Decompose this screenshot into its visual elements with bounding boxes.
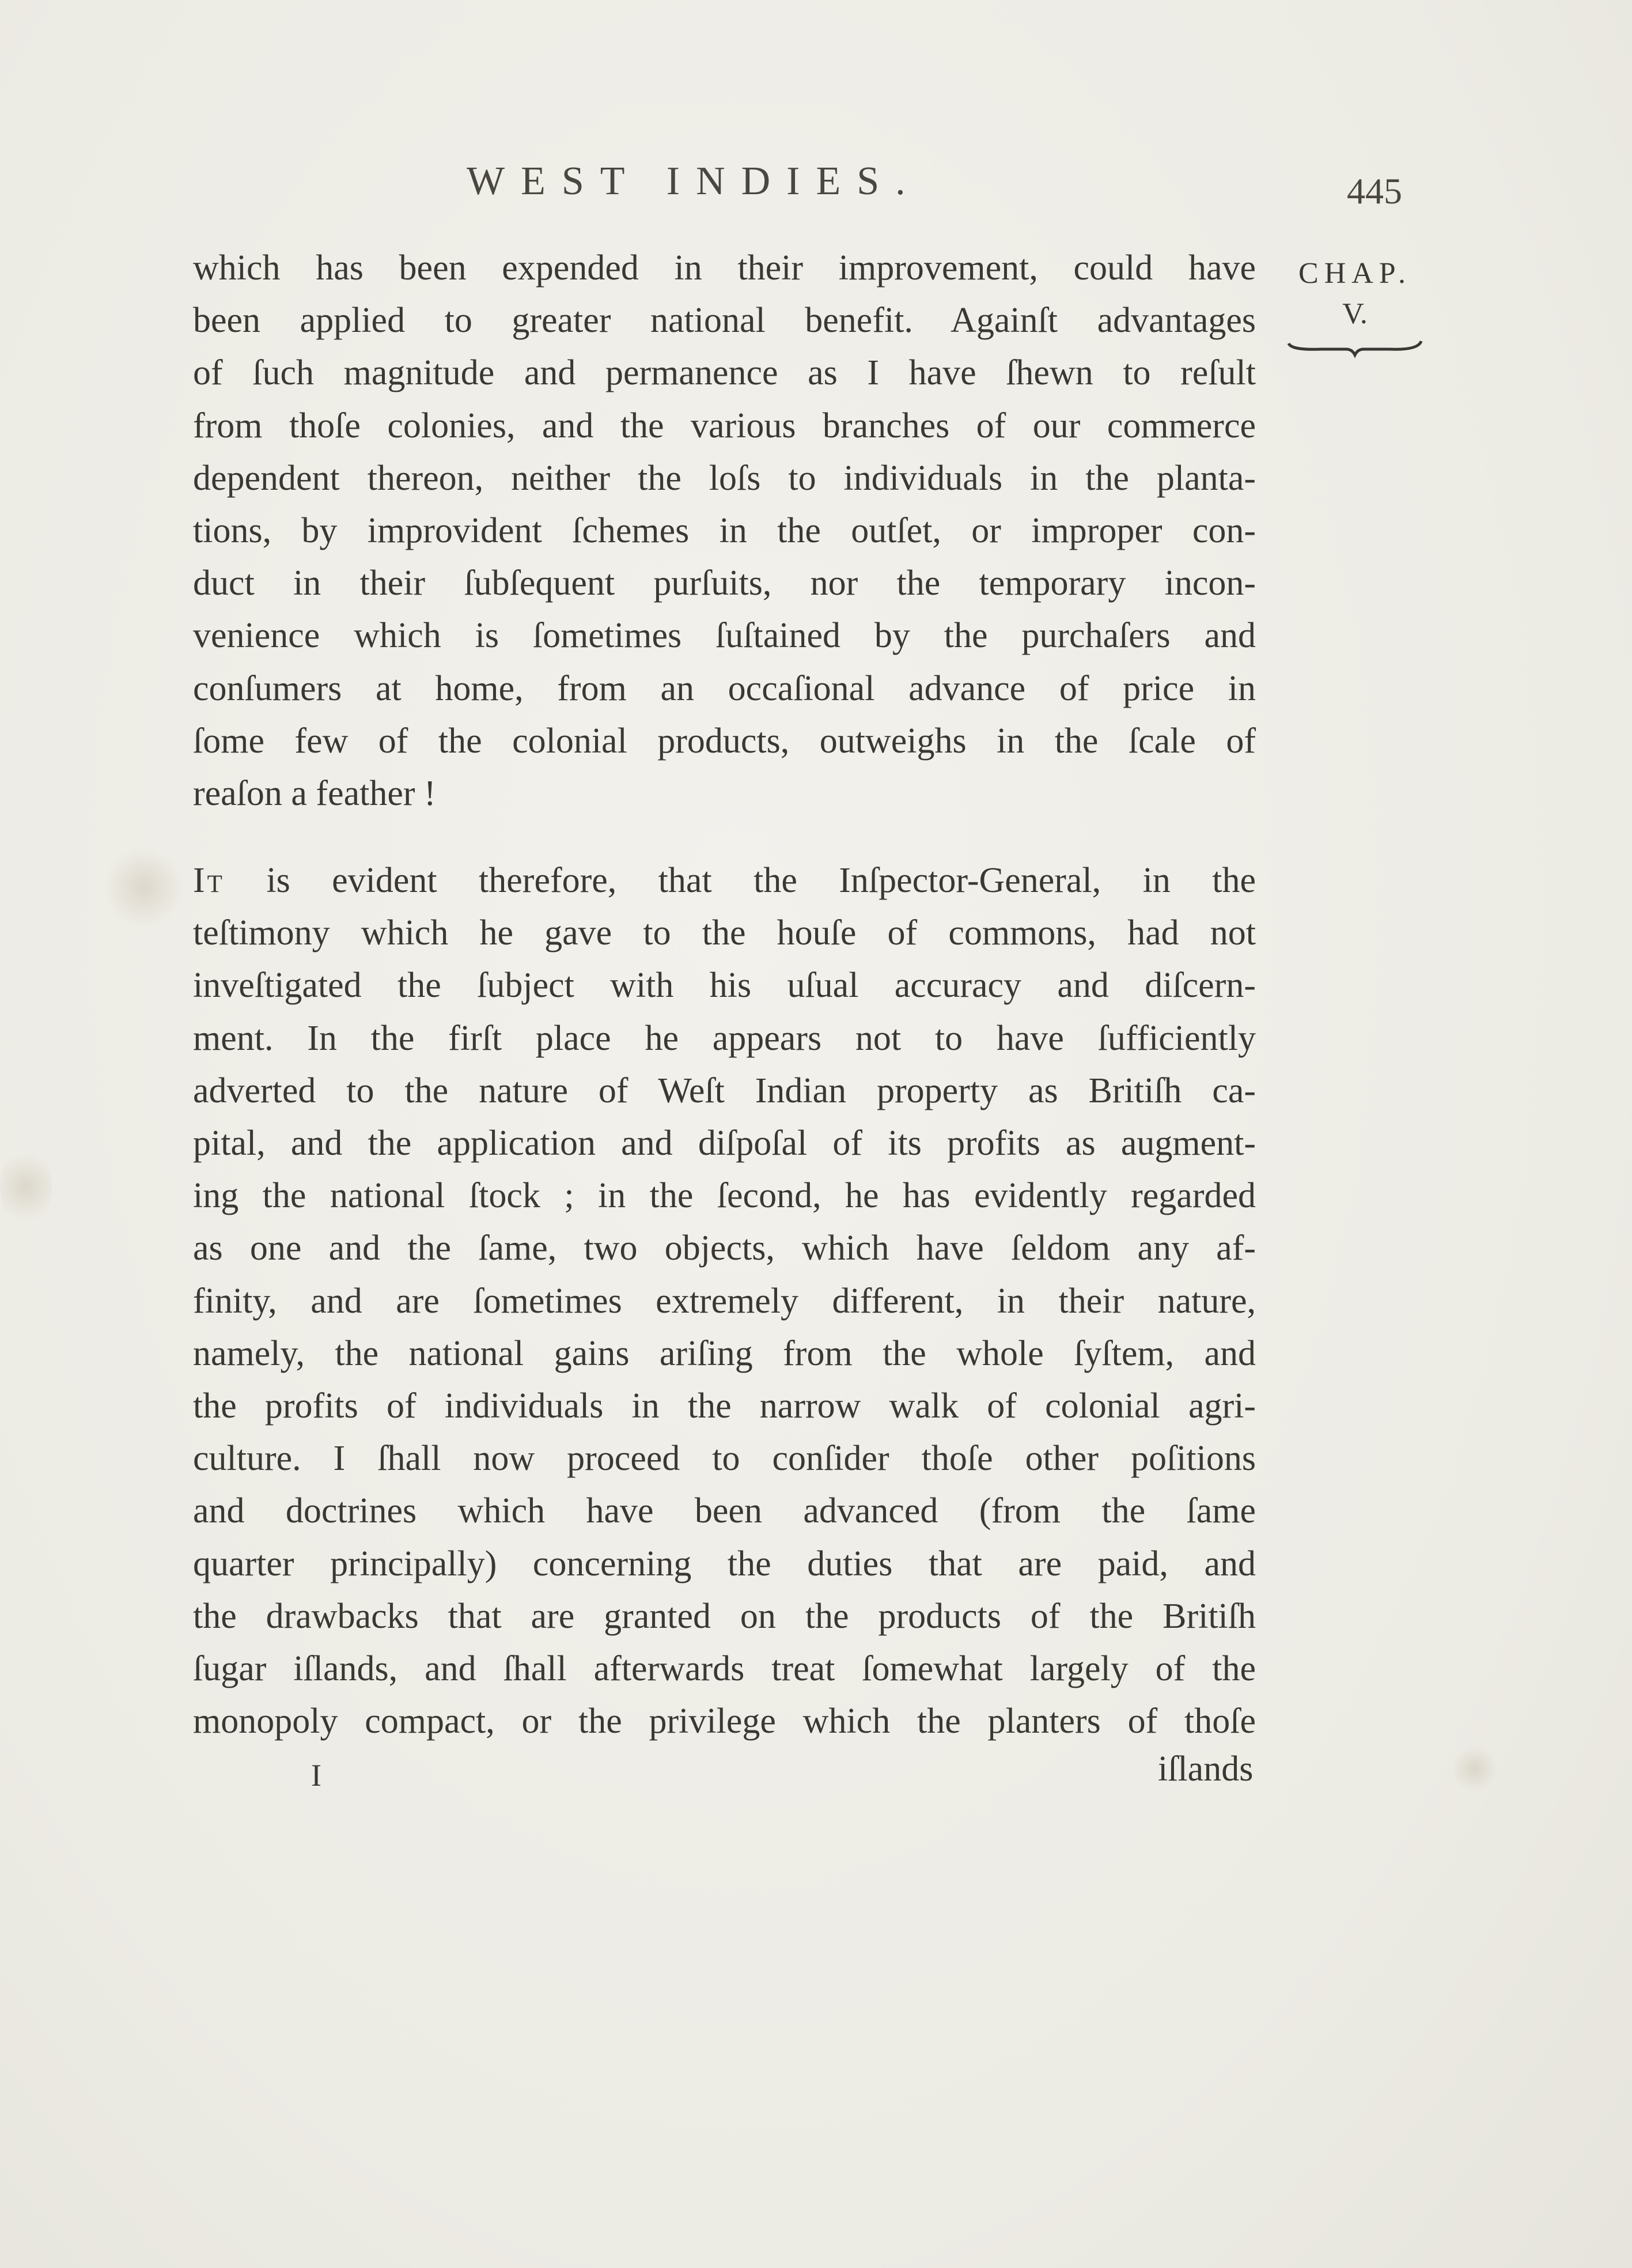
text-line: ſome few of the colonial products, outweighs in the ſcale of (193, 721, 1256, 761)
text-line: the profits of individuals in the narrow walk of colonial agri- (193, 1386, 1256, 1426)
text-line: the drawbacks that are granted on the products of the Britiſh (193, 1596, 1256, 1636)
text-line: been applied to greater national benefit. Againſt advantages (193, 301, 1256, 341)
chapter-marginal-note (1274, 254, 1436, 361)
text-line: quarter principally) concerning the duties that are paid, and (193, 1544, 1256, 1583)
text-line: finity, and are ſometimes extremely different, in their nature, (193, 1281, 1256, 1321)
text-line: duct in their ſubſequent purſuits, nor the temporary incon- (193, 564, 1256, 603)
text-line: tions, by improvident ſchemes in the outſet, or improper con- (193, 511, 1256, 550)
signature-mark: I (311, 1758, 321, 1793)
text-line: of ſuch magnitude and permanence as I have ſhewn to reſult (193, 353, 1256, 393)
foxing-spot (104, 847, 184, 928)
text-line: as one and the ſame, two objects, which have ſeldom any af- (193, 1228, 1256, 1268)
page-number: 445 (1347, 171, 1402, 211)
text-line: teſtimony which he gave to the houſe of commons, had not (193, 913, 1256, 953)
text-line: monopoly compact, or the privilege which the planters of thoſe (193, 1702, 1256, 1741)
text-line: conſumers at home, from an occaſional advance of price in (193, 668, 1256, 708)
small-caps-word: It (193, 861, 225, 901)
text-line: inveſtigated the ſubject with his uſual accuracy and diſcern- (193, 966, 1256, 1006)
chapter-number: V. (1342, 297, 1368, 330)
paragraph-gap (193, 820, 1256, 855)
text-line: ment. In the firſt place he appears not to have ſufficiently (193, 1018, 1256, 1058)
text-line-rest: is evident therefore, that the Inſpector-General, in the (224, 861, 1256, 901)
text-line: namely, the national gains ariſing from the whole ſyſtem, and (193, 1333, 1256, 1373)
running-title: WEST INDIES. (467, 159, 922, 203)
running-head (0, 158, 1632, 222)
foxing-spot (0, 1147, 52, 1227)
text-line: which has been expended in their improvement, could have (193, 248, 1256, 288)
text-line (193, 855, 1256, 907)
text-line: from thoſe colonies, and the various branches of our commerce (193, 406, 1256, 445)
text-line: ſugar iſlands, and ſhall afterwards treat ſomewhat largely of the (193, 1649, 1256, 1688)
body-text (193, 242, 1256, 1748)
text-line: dependent thereon, neither the loſs to individuals in the planta- (193, 458, 1256, 498)
page-footer (0, 1749, 1632, 1806)
text-line: pital, and the application and diſpoſal of its profits as augment- (193, 1124, 1256, 1163)
text-line: and doctrines which have been advanced (from the ſame (193, 1491, 1256, 1531)
catchword: iſlands (1158, 1749, 1254, 1789)
text-line: venience which is ſometimes ſuſtained by the purchaſers and (193, 616, 1256, 656)
text-line: reaſon a feather ! (193, 773, 436, 813)
brace-ornament (1286, 338, 1424, 361)
text-line: adverted to the nature of Weſt Indian property as Britiſh ca- (193, 1071, 1256, 1110)
text-line: culture. I ſhall now proceed to conſider thoſe other poſitions (193, 1439, 1256, 1479)
text-line: ing the national ſtock ; in the ſecond, he has evidently regarded (193, 1176, 1256, 1216)
chapter-label: CHAP. (1298, 257, 1411, 290)
